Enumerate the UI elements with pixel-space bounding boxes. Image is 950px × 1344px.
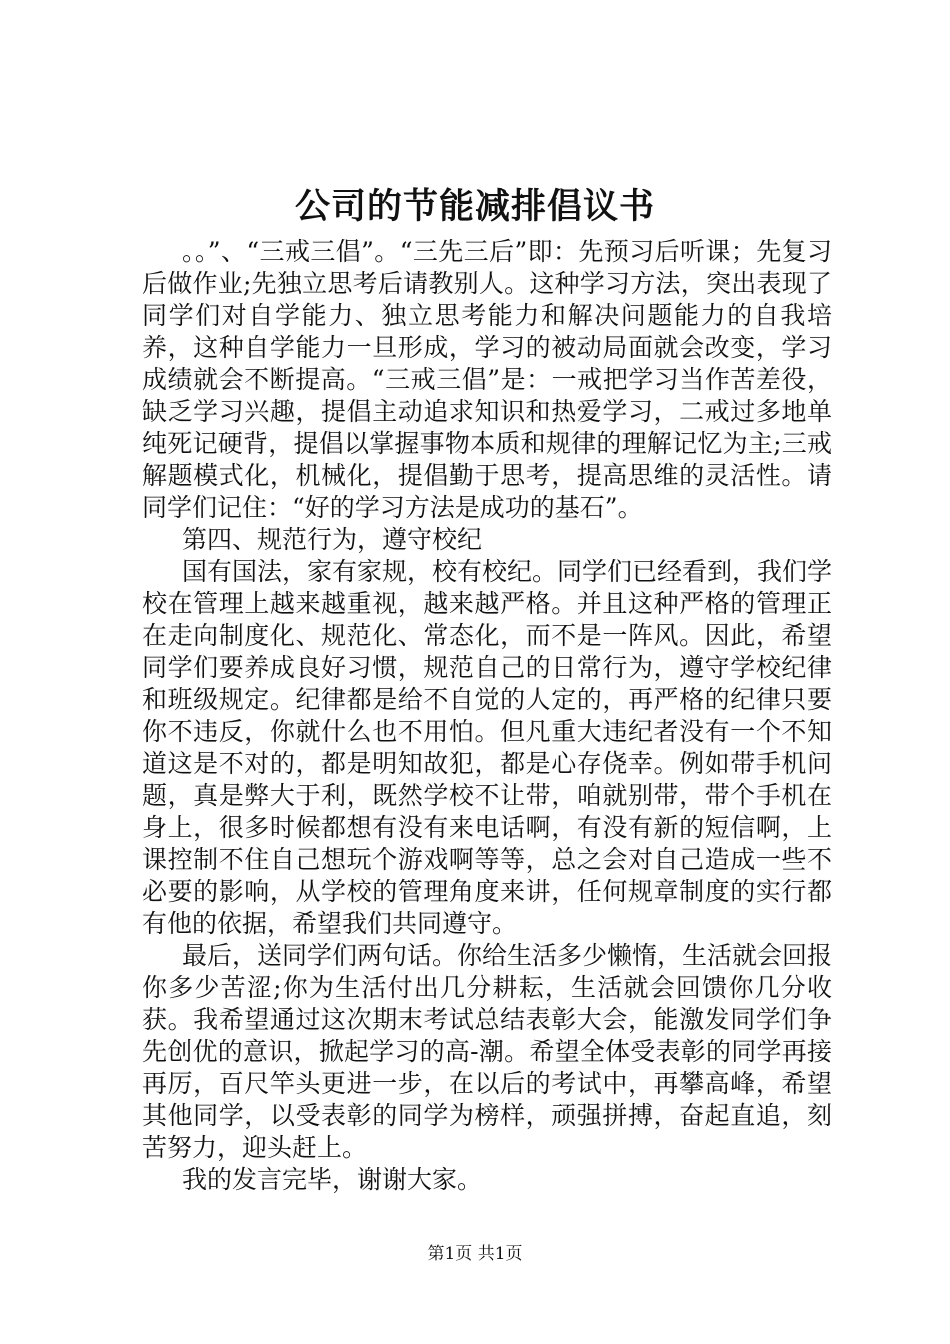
paragraph-discipline: 国有国法，家有家规，校有校纪。同学们已经看到，我们学校在管理上越来越重视，越来越严格。并且这种严格的管理正在走向制度化、规范化、常态化，而不是一阵风。因此，希望同学们要养成良好习惯，规范自己的日常行为，遵守学校纪律和班级规定。纪律都是给不自觉的人定的，再严格的纪律只要你不违反，你就什么也不用怕。但凡重大违纪者没有一个不知道这是不对的，都是明知故犯，都是心存侥幸。例如带手机问题，真是弊大于利，既然学校不让带，咱就别带，带个手机在身上，很多时候都想有没有来电话啊，有没有新的短信啊，上课控制不住自己想玩个游戏啊等等，总之会对自己造成一些不必要的影响，从学校的管理角度来讲，任何规章制度的实行都有他的依据，希望我们共同遵守。 [142, 557, 833, 938]
paragraph-section-heading: 第四、规范行为，遵守校纪 [182, 525, 483, 554]
document-title: 公司的节能减排倡议书 [294, 187, 655, 227]
paragraph-study-methods: 。。”、“三戒三倡”。“三先三后”即：先预习后听课；先复习后做作业;先独立思考后请教别人。这种学习方法，突出表现了同学们对自学能力、独立思考能力和解决问题能力的自我培养，这种自学能力一旦形成，学习的被动局面就会改变，学习成绩就会不断提高。“三戒三倡”是：一戒把学习当作苦差役，缺乏学习兴趣，提倡主动追求知识和热爱学习，二戒过多地单纯死记硬背，提倡以掌握事物本质和规律的理解记忆为主;三戒解题模式化，机械化，提倡勤于思考，提高思维的灵活性。请同学们记住：“好的学习方法是成功的基石”。 [142, 237, 832, 522]
document-body [142, 236, 832, 1196]
paragraph-closing-advice: 最后，送同学们两句话。你给生活多少懒惰，生活就会回报你多少苦涩;你为生活付出几分耕耘，生活就会回馈你几分收获。我希望通过这次期末考试总结表彰大会，能激发同学们争先创优的意识，掀起学习的高-潮。希望全体受表彰的同学再接再厉，百尺竿头更进一步，在以后的考试中，再攀高峰，希望其他同学，以受表彰的同学为榜样，顽强拼搏，奋起直追，刻苦努力，迎头赶上。 [142, 941, 833, 1162]
page-footer: 第1页 共1页 [427, 1244, 523, 1264]
paragraph-ending: 我的发言完毕，谢谢大家。 [182, 1165, 483, 1194]
